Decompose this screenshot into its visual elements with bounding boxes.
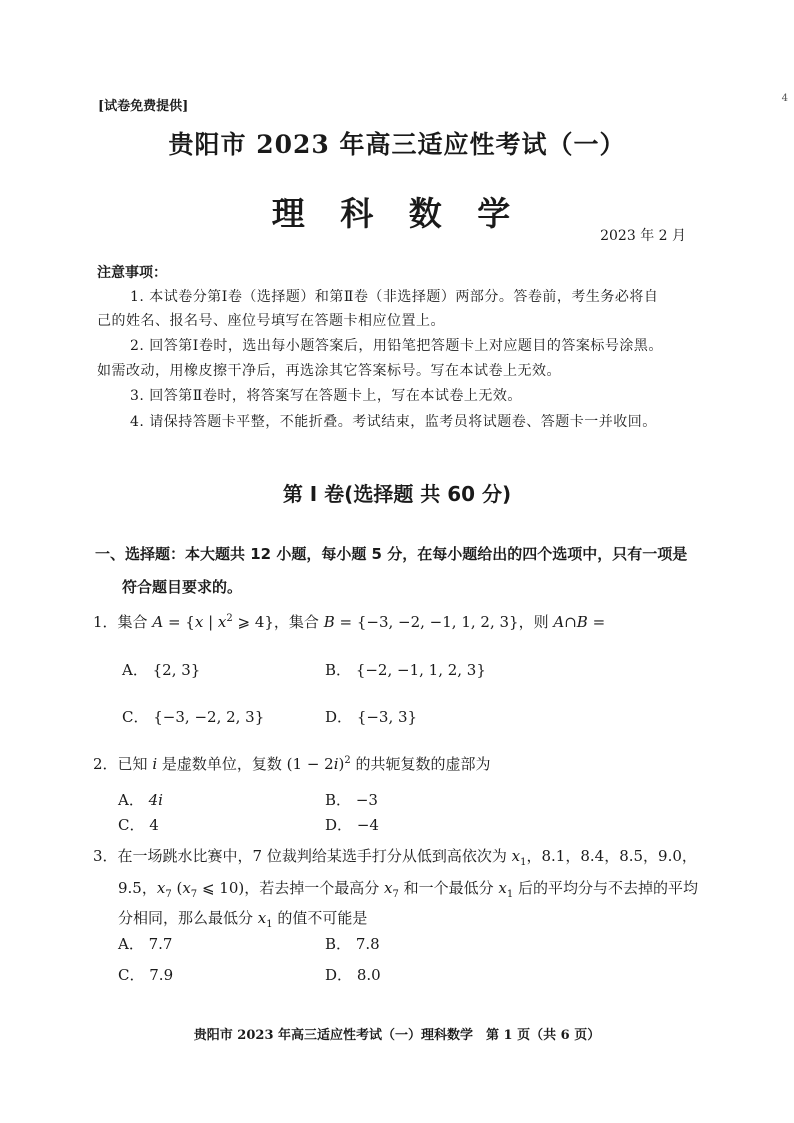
question-number: 1． <box>93 613 118 631</box>
q-text: 已知 <box>117 755 153 773</box>
option-label: B． <box>325 661 352 679</box>
q-var: x <box>217 613 227 631</box>
option-a <box>118 933 172 954</box>
q-text: ⩽ 10)，若去掉一个最高分 <box>197 879 384 897</box>
q-text: 9.5， <box>118 879 157 897</box>
option-label: C． <box>118 966 145 984</box>
q-var: x <box>156 879 166 897</box>
q-sub: 7 <box>392 889 399 900</box>
notice-line: 3. 回答第Ⅱ卷时，将答案写在答题卡上，写在本试卷上无效。 <box>130 388 522 404</box>
option-text: 4i <box>148 791 163 809</box>
q-var: B <box>323 613 335 631</box>
q-text: 在一场跳水比赛中，7 位裁判给某选手打分从低到高依次为 <box>117 847 512 865</box>
option-text: −3 <box>355 791 378 809</box>
option-text: {−3, −2, 2, 3} <box>153 708 265 726</box>
q-sub: 7 <box>190 889 198 900</box>
option-label: D． <box>325 966 353 984</box>
option-text: 7.8 <box>355 935 380 953</box>
option-a <box>122 659 200 680</box>
option-b <box>325 789 378 810</box>
q-var: i <box>152 755 158 773</box>
option-d <box>325 814 379 835</box>
q-text: = { <box>163 613 195 631</box>
q-text: ( <box>171 879 183 897</box>
q-text: 的共轭复数的虚部为 <box>350 755 491 773</box>
q-text: 和一个最低分 <box>398 879 499 897</box>
notice-line: 1. 本试卷分第Ⅰ卷（选择题）和第Ⅱ卷（非选择题）两部分。答卷前，考生务必将自 <box>130 289 659 305</box>
q-var: x <box>182 879 191 897</box>
option-d <box>325 706 417 727</box>
q-text: 的值不可能是 <box>272 909 368 927</box>
question-3 <box>93 845 697 868</box>
q-var: A <box>152 613 164 631</box>
q-var: A <box>553 613 565 631</box>
q-exp: 2 <box>344 755 351 766</box>
option-label: D． <box>325 708 353 726</box>
q-text: 是虚数单位，复数 (1 − 2 <box>157 755 334 773</box>
q-sub: 1 <box>520 857 527 868</box>
option-text: {−3, 3} <box>356 708 418 726</box>
question-number: 2． <box>93 755 118 773</box>
q-text: 集合 <box>117 613 153 631</box>
option-label: C． <box>122 708 149 726</box>
notice-line: 己的姓名、报名号、座位号填写在答题卡相应位置上。 <box>97 313 445 329</box>
notice-line: 如需改动，用橡皮擦干净后，再选涂其它答案标号。写在本试卷上无效。 <box>97 363 561 379</box>
option-label: C． <box>118 816 145 834</box>
q-exp: 2 <box>226 613 233 624</box>
q-text: ⩾ 4}，集合 <box>232 613 324 631</box>
section-title: 第 I 卷(选择题 共 60 分) <box>282 482 512 506</box>
q-var: x <box>194 613 204 631</box>
q-sub: 7 <box>165 889 172 900</box>
option-c <box>118 964 173 985</box>
q-text: 后的平均分与不去掉的平均 <box>513 879 698 897</box>
q-text: = <box>587 613 606 631</box>
notice-line: 2. 回答第Ⅰ卷时，选出每小题答案后，用铅笔把答题卡上对应题目的答案标号涂黑。 <box>130 338 663 354</box>
question-2 <box>93 753 491 774</box>
question-number: 3． <box>93 847 118 865</box>
q-var: x <box>511 847 521 865</box>
question-1 <box>93 611 605 632</box>
question-3-line-2 <box>118 877 698 900</box>
q-text: 分相同，那么最低分 <box>118 909 258 927</box>
q-sub: 1 <box>506 889 514 900</box>
q-text: ) <box>338 755 345 773</box>
page-footer: 贵阳市 2023 年高三适应性考试（一）理科数学 第 1 页（共 6 页） <box>193 1028 601 1043</box>
option-text: {−2, −1, 1, 2, 3} <box>355 661 486 679</box>
q-var: B <box>576 613 588 631</box>
option-b <box>325 933 380 954</box>
q-text: ，8.1，8.4，8.5，9.0， <box>526 847 697 865</box>
option-text: 7.7 <box>148 935 173 953</box>
option-c <box>118 814 159 835</box>
q-sub: 1 <box>266 919 273 930</box>
question-3-line-3 <box>118 907 367 930</box>
option-text: −4 <box>356 816 379 834</box>
option-text: 8.0 <box>356 966 381 984</box>
notices-heading: 注意事项： <box>97 265 167 281</box>
q-text: | <box>203 613 218 631</box>
q-var: x <box>498 879 507 897</box>
free-exam-tag: [试卷免费提供] <box>98 99 189 114</box>
option-b <box>325 659 486 680</box>
q-var: x <box>257 909 267 927</box>
option-label: A． <box>118 791 144 809</box>
notice-line: 4. 请保持答题卡平整，不能折叠。考试结束，监考员将试题卷、答题卡一并收回。 <box>130 414 657 430</box>
option-text: 7.9 <box>149 966 174 984</box>
exam-date: 2023 年 2 月 <box>600 228 686 244</box>
option-d <box>325 964 381 985</box>
option-c <box>122 706 264 727</box>
option-label: B． <box>325 791 352 809</box>
q-var: i <box>333 755 339 773</box>
option-label: A． <box>122 661 148 679</box>
option-label: A． <box>118 935 144 953</box>
option-a <box>118 789 163 810</box>
subject-title: 理 科 数 学 <box>271 194 523 233</box>
option-label: D． <box>325 816 353 834</box>
q-text: = {−3, −2, −1, 1, 2, 3}，则 <box>334 613 554 631</box>
option-text: 4 <box>149 816 159 834</box>
option-text: {2, 3} <box>152 661 201 679</box>
corner-mark: 4 <box>781 93 788 104</box>
part-instructions-cont: 符合题目要求的。 <box>122 578 243 596</box>
exam-title: 贵阳市 2023 年高三适应性考试（一） <box>168 130 626 159</box>
q-var: x <box>383 879 393 897</box>
q-op: ∩ <box>564 613 577 631</box>
option-label: B． <box>325 935 352 953</box>
part-instructions: 一、选择题：本大题共 12 小题，每小题 5 分，在每小题给出的四个选项中，只有一项是 <box>95 545 688 563</box>
